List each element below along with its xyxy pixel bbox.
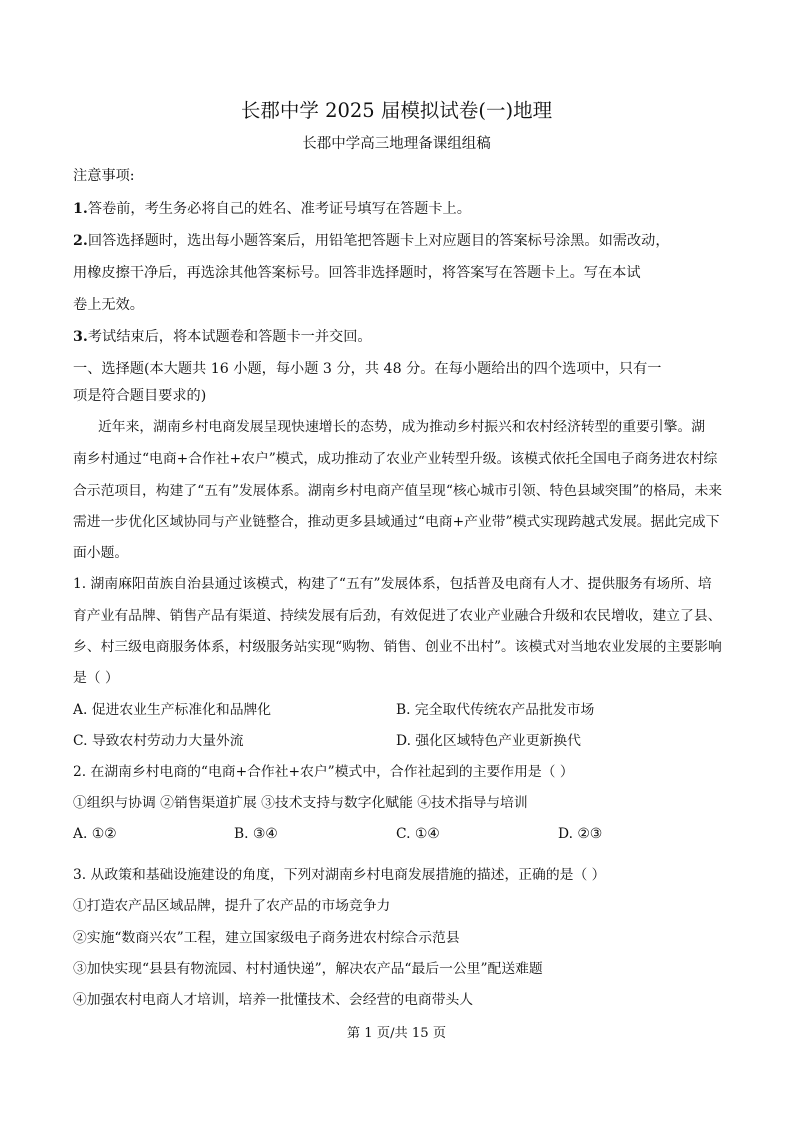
passage-line-1: 近年来，湖南乡村电商发展呈现快速增长的态势，成为推动乡村振兴和农村经济转型的重要引擎。湖 [98, 419, 706, 435]
q3-item-4: ④加强农村电商人才培训，培养一批懂技术、会经营的电商带头人 [73, 992, 474, 1008]
q1-stem-line-4: 是（ ） [73, 670, 119, 686]
note-1-text: 答卷前，考生务必将自己的姓名、准考证号填写在答题卡上。 [87, 201, 471, 217]
section-heading-line-2: 项是符合题目要求的) [73, 388, 207, 404]
q3-item-3: ③加快实现“县县有物流园、村村通快递”，解决农产品“最后一公里”配送难题 [73, 961, 543, 977]
q2-option-d: D. ②③ [558, 826, 603, 842]
q2-option-b: B. ③④ [234, 826, 278, 842]
q1-stem-line-3: 乡、村三级电商服务体系，村级服务站实现“购物、销售、创业不出村”。该模式对当地农业发展的主要影响 [73, 639, 722, 655]
note-2-line-1 [73, 231, 670, 251]
passage-line-3: 合示范项目，构建了“五有”发展体系。湖南乡村电商产值呈现“核心城市引领、特色县域突围”的格局，未来 [73, 483, 723, 499]
q2-items: ①组织与协调 ②销售渠道扩展 ③技术支持与数字化赋能 ④技术指导与培训 [73, 795, 528, 811]
note-2-number: 2. [73, 233, 88, 249]
q2-option-c: C. ①④ [396, 826, 440, 842]
page-title: 长郡中学 2025 届模拟试卷(一)地理 [240, 99, 553, 122]
q2-stem: 2. 在湖南乡村电商的“电商+合作社+农户”模式中，合作社起到的主要作用是（ ） [73, 764, 574, 780]
passage-line-2: 南乡村通过“电商+合作社+农户”模式，成功推动了农业产业转型升级。该模式依托全国电子商务进农村综 [73, 451, 718, 467]
note-3-number: 3. [73, 329, 88, 345]
notes-heading: 注意事项: [73, 168, 135, 184]
q1-stem-line-1: 1. 湖南麻阳苗族自治县通过该模式，构建了“五有”发展体系，包括普及电商有人才、提供服务有场所、培 [73, 576, 712, 592]
note-2-line-2: 用橡皮擦干净后，再选涂其他答案标号。回答非选择题时，将答案写在答题卡上。写在本试 [73, 265, 641, 281]
q1-stem-line-2: 育产业有品牌、销售产品有渠道、持续发展有后劲，有效促进了农业产业融合升级和农民增收，建立了县、 [73, 608, 722, 624]
q3-stem: 3. 从政策和基础设施建设的角度，下列对湖南乡村电商发展措施的描述，正确的是（ ） [73, 867, 606, 883]
q1-option-a: A. 促进农业生产标准化和品牌化 [73, 702, 272, 718]
q1-option-b: B. 完全取代传统农产品批发市场 [396, 702, 595, 718]
q3-item-2: ②实施“数商兴农”工程，建立国家级电子商务进农村综合示范县 [73, 930, 460, 946]
q1-option-c: C. 导致农村劳动力大量外流 [73, 733, 244, 749]
passage-line-5: 面小题。 [73, 545, 129, 561]
q1-option-d: D. 强化区域特色产业更新换代 [396, 733, 581, 749]
page-number: 第 1 页/共 15 页 [346, 1026, 447, 1041]
q3-item-1: ①打造农产品区域品牌，提升了农产品的市场竞争力 [73, 898, 391, 914]
note-3-text: 考试结束后，将本试题卷和答题卡一并交回。 [87, 329, 372, 345]
note-3 [73, 327, 372, 347]
note-1-number: 1. [73, 201, 88, 217]
note-2-text: 回答选择题时，选出每小题答案后，用铅笔把答题卡上对应题目的答案标号涂黑。如需改动， [87, 233, 670, 249]
section-heading-line-1: 一、选择题(本大题共 16 小题，每小题 3 分，共 48 分。在每小题给出的四个选项中，只有一 [73, 361, 662, 377]
page-subtitle: 长郡中学高三地理备课组组稿 [302, 136, 491, 152]
q2-option-a: A. ①② [73, 826, 117, 842]
passage-line-4: 需进一步优化区域协同与产业链整合，推动更多县域通过“电商+产业带”模式实现跨越式发展。据此完成下 [73, 514, 720, 530]
note-2-line-3: 卷上无效。 [73, 297, 144, 313]
note-1 [73, 199, 471, 219]
